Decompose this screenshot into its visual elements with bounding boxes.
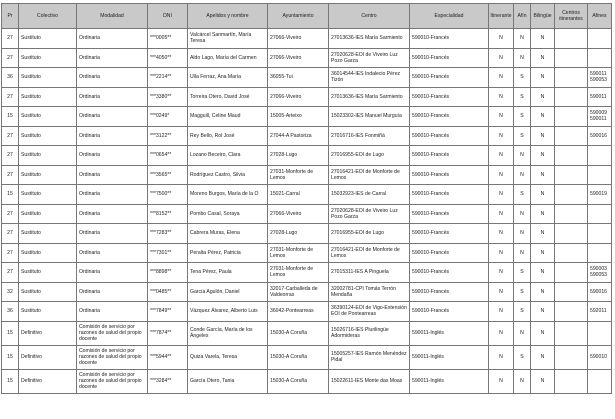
cell-apellidos-nombre: García Otero, Tania xyxy=(188,369,268,393)
cell-afines: 590011 xyxy=(588,87,612,107)
cell-bilingue: N xyxy=(531,369,555,393)
cell-centros-itinerantes xyxy=(555,321,588,345)
cell-ayuntamiento: 27066-Viveiro xyxy=(268,87,329,107)
cell-dni: ***3122** xyxy=(148,126,188,146)
cell-centro: 27016716-IES Fonmiñá xyxy=(329,126,410,146)
cell-centros-itinerantes xyxy=(555,29,588,49)
cell-pr: 27 xyxy=(2,224,19,244)
table-row xyxy=(2,263,612,283)
cell-apellidos-nombre: Cabrera Muras, Elena xyxy=(188,224,268,244)
cell-ayuntamiento: 15030-A Coruña xyxy=(268,321,329,345)
cell-itinerante: N xyxy=(489,87,514,107)
column-header-ayuntamiento: Ayuntamiento xyxy=(268,4,329,29)
cell-especialidad: 590010-Francés xyxy=(410,29,489,49)
cell-ayuntamiento: 15030-A Coruña xyxy=(268,345,329,369)
cell-especialidad: 590010-Francés xyxy=(410,107,489,127)
column-header-centros-itinerantes: Centros itinerantes xyxy=(555,4,588,29)
cell-itinerante: N xyxy=(489,165,514,185)
cell-itinerante: N xyxy=(489,29,514,49)
cell-modalidad: Ordinaria xyxy=(77,87,148,107)
cell-modalidad: Ordinaria xyxy=(77,263,148,283)
cell-centros-itinerantes xyxy=(555,107,588,127)
cell-modalidad: Comisión de servicio por razones de salud del propio docente xyxy=(77,369,148,393)
cell-centro: 36390124-EOI de Vigo-Extensión EOI de Pontearreas xyxy=(329,302,410,322)
cell-afin: S xyxy=(514,345,531,369)
column-header-pr: Pr xyxy=(2,4,19,29)
cell-pr: 15 xyxy=(2,185,19,205)
cell-apellidos-nombre: Lozano Beceiro, Clara xyxy=(188,146,268,166)
cell-afin: S xyxy=(514,282,531,302)
cell-dni: ***3565** xyxy=(148,165,188,185)
table-row xyxy=(2,224,612,244)
table-row xyxy=(2,282,612,302)
cell-colectivo: Sustituto xyxy=(19,107,77,127)
cell-apellidos-nombre: Aldo Lago, María del Carmen xyxy=(188,48,268,68)
cell-modalidad: Ordinaria xyxy=(77,165,148,185)
cell-afines xyxy=(588,48,612,68)
cell-centros-itinerantes xyxy=(555,87,588,107)
cell-centros-itinerantes xyxy=(555,243,588,263)
cell-colectivo: Sustituto xyxy=(19,48,77,68)
cell-dni: ***4050** xyxy=(148,48,188,68)
cell-modalidad: Ordinaria xyxy=(77,146,148,166)
cell-afin: S xyxy=(514,87,531,107)
cell-dni: ***0249* xyxy=(148,107,188,127)
cell-ayuntamiento: 27066-Viveiro xyxy=(268,204,329,224)
cell-modalidad: Ordinaria xyxy=(77,107,148,127)
cell-bilingue: N xyxy=(531,165,555,185)
cell-centro: 27016421-EOI de Monforte de Lemos xyxy=(329,243,410,263)
cell-pr: 32 xyxy=(2,282,19,302)
cell-dni: ***5944** xyxy=(148,345,188,369)
cell-colectivo: Sustituto xyxy=(19,29,77,49)
table-row xyxy=(2,165,612,185)
cell-afin: S xyxy=(514,126,531,146)
cell-afines: 590003 590053 xyxy=(588,263,612,283)
cell-centro: 15026716-IES Plurilingüe Adormideras xyxy=(329,321,410,345)
cell-especialidad: 590010-Francés xyxy=(410,185,489,205)
cell-especialidad: 590010-Francés xyxy=(410,68,489,88)
cell-pr: 36 xyxy=(2,302,19,322)
cell-ayuntamiento: 15021-Carral xyxy=(268,185,329,205)
cell-apellidos-nombre: Pombo Casal, Soraya xyxy=(188,204,268,224)
cell-centro: 32002781-CPI Tomás Terrón Mendaña xyxy=(329,282,410,302)
cell-afines: 590009 590011 xyxy=(588,107,612,127)
cell-pr: 15 xyxy=(2,321,19,345)
cell-afines xyxy=(588,224,612,244)
cell-bilingue: N xyxy=(531,126,555,146)
cell-colectivo: Sustituto xyxy=(19,185,77,205)
cell-afines xyxy=(588,204,612,224)
cell-dni: ***7874** xyxy=(148,321,188,345)
cell-modalidad: Ordinaria xyxy=(77,243,148,263)
cell-modalidad: Ordinaria xyxy=(77,185,148,205)
table-row xyxy=(2,369,612,393)
cell-pr: 27 xyxy=(2,146,19,166)
cell-dni: ***3380** xyxy=(148,87,188,107)
cell-itinerante: N xyxy=(489,345,514,369)
cell-afin: S xyxy=(514,263,531,283)
cell-pr: 27 xyxy=(2,165,19,185)
cell-ayuntamiento: 27044-A Pastoriza xyxy=(268,126,329,146)
cell-colectivo: Sustituto xyxy=(19,126,77,146)
column-header-dni: DNI xyxy=(148,4,188,29)
cell-ayuntamiento: 15005-Arteixo xyxy=(268,107,329,127)
cell-dni: ***0005** xyxy=(148,29,188,49)
cell-ayuntamiento: 27031-Monforte de Lemos xyxy=(268,165,329,185)
cell-bilingue: N xyxy=(531,107,555,127)
column-header-centro: Centro xyxy=(329,4,410,29)
cell-especialidad: 590010-Francés xyxy=(410,243,489,263)
cell-afin: N xyxy=(514,29,531,49)
cell-itinerante: N xyxy=(489,302,514,322)
cell-especialidad: 590011-Inglés xyxy=(410,369,489,393)
cell-afin: N xyxy=(514,165,531,185)
cell-centro: 27013636-IES María Sarmiento xyxy=(329,29,410,49)
cell-centros-itinerantes xyxy=(555,204,588,224)
table-row xyxy=(2,68,612,88)
column-header-afines: Afines xyxy=(588,4,612,29)
table-row xyxy=(2,185,612,205)
cell-modalidad: Ordinaria xyxy=(77,282,148,302)
cell-afines: 590016 xyxy=(588,282,612,302)
cell-apellidos-nombre: Rey Bello, Rol José xyxy=(188,126,268,146)
cell-dni: ***8898** xyxy=(148,263,188,283)
cell-modalidad: Ordinaria xyxy=(77,224,148,244)
cell-especialidad: 590010-Francés xyxy=(410,165,489,185)
cell-colectivo: Sustituto xyxy=(19,204,77,224)
cell-centro: 15022611-IES Monte das Moas xyxy=(329,369,410,393)
cell-modalidad: Ordinaria xyxy=(77,48,148,68)
cell-bilingue: N xyxy=(531,321,555,345)
cell-afin: N xyxy=(514,146,531,166)
cell-apellidos-nombre: Quiza Varela, Teresa xyxy=(188,345,268,369)
cell-dni: ***8152** xyxy=(148,204,188,224)
cell-apellidos-nombre: Conde García, María de los Ángeles xyxy=(188,321,268,345)
cell-pr: 27 xyxy=(2,204,19,224)
cell-afin: N xyxy=(514,224,531,244)
cell-centro: 15032923-IES de Carral xyxy=(329,185,410,205)
cell-pr: 27 xyxy=(2,263,19,283)
cell-apellidos-nombre: Vázquez Álvarez, Alberto Luis xyxy=(188,302,268,322)
cell-dni: ***0654** xyxy=(148,146,188,166)
cell-centros-itinerantes xyxy=(555,224,588,244)
cell-afines xyxy=(588,243,612,263)
cell-apellidos-nombre: Tena Pérez, Paula xyxy=(188,263,268,283)
table-row xyxy=(2,146,612,166)
cell-centros-itinerantes xyxy=(555,126,588,146)
cell-modalidad: Ordinaria xyxy=(77,204,148,224)
table-row xyxy=(2,302,612,322)
cell-bilingue: N xyxy=(531,224,555,244)
column-header-apellidos-nombre: Apelidos y nombre xyxy=(188,4,268,29)
column-header-especialidad: Especialidad xyxy=(410,4,489,29)
cell-especialidad: 590010-Francés xyxy=(410,263,489,283)
cell-centros-itinerantes xyxy=(555,165,588,185)
cell-colectivo: Definitivo xyxy=(19,369,77,393)
cell-apellidos-nombre: Moreno Burgos, María de la O xyxy=(188,185,268,205)
cell-centros-itinerantes xyxy=(555,263,588,283)
cell-modalidad: Ordinaria xyxy=(77,126,148,146)
cell-afin: S xyxy=(514,302,531,322)
cell-afin: S xyxy=(514,107,531,127)
cell-dni: ***7283** xyxy=(148,224,188,244)
cell-afines xyxy=(588,146,612,166)
cell-centro: 15023302-IES Manuel Murguía xyxy=(329,107,410,127)
cell-pr: 36 xyxy=(2,68,19,88)
cell-colectivo: Sustituto xyxy=(19,68,77,88)
cell-colectivo: Sustituto xyxy=(19,165,77,185)
cell-afin: N xyxy=(514,243,531,263)
cell-apellidos-nombre: Rodríguez Castro, Silvia xyxy=(188,165,268,185)
cell-centro: 27016955-EOI de Lugo xyxy=(329,224,410,244)
cell-afines xyxy=(588,165,612,185)
cell-centro: 27016955-EOI de Lugo xyxy=(329,146,410,166)
cell-especialidad: 590010-Francés xyxy=(410,87,489,107)
cell-centro: 27020628-EOI de Viveiro Luz Pozo Garza xyxy=(329,48,410,68)
cell-bilingue: N xyxy=(531,68,555,88)
cell-especialidad: 590010-Francés xyxy=(410,48,489,68)
cell-afin: S xyxy=(514,185,531,205)
cell-colectivo: Definitivo xyxy=(19,345,77,369)
cell-centros-itinerantes xyxy=(555,48,588,68)
cell-afin: N xyxy=(514,369,531,393)
cell-afin: S xyxy=(514,68,531,88)
cell-bilingue: N xyxy=(531,48,555,68)
cell-bilingue: N xyxy=(531,302,555,322)
cell-itinerante: N xyxy=(489,204,514,224)
cell-ayuntamiento: 36042-Pontearreas xyxy=(268,302,329,322)
cell-itinerante: N xyxy=(489,68,514,88)
cell-colectivo: Sustituto xyxy=(19,146,77,166)
cell-centro: 15005257-IES Ramón Menéndez Pidal xyxy=(329,345,410,369)
table-row xyxy=(2,87,612,107)
cell-ayuntamiento: 27028-Lugo xyxy=(268,224,329,244)
cell-bilingue: N xyxy=(531,282,555,302)
cell-afines: 590011 590053 xyxy=(588,68,612,88)
cell-modalidad: Ordinaria xyxy=(77,302,148,322)
cell-afines xyxy=(588,29,612,49)
cell-afines xyxy=(588,321,612,345)
cell-centro: 27013636-IES María Sarmiento xyxy=(329,87,410,107)
cell-centro: 27015311-IES A Pinguela xyxy=(329,263,410,283)
column-header-afin: Afín xyxy=(514,4,531,29)
cell-ayuntamiento: 36055-Tui xyxy=(268,68,329,88)
cell-colectivo: Sustituto xyxy=(19,224,77,244)
cell-apellidos-nombre: Torreira Otero, David José xyxy=(188,87,268,107)
cell-ayuntamiento: 27066-Viveiro xyxy=(268,29,329,49)
cell-especialidad: 590010-Francés xyxy=(410,146,489,166)
column-header-modalidad: Modalidad xyxy=(77,4,148,29)
cell-pr: 27 xyxy=(2,48,19,68)
cell-dni: ***3284** xyxy=(148,369,188,393)
cell-centros-itinerantes xyxy=(555,146,588,166)
cell-bilingue: N xyxy=(531,146,555,166)
table-row xyxy=(2,29,612,49)
table-row xyxy=(2,48,612,68)
cell-bilingue: N xyxy=(531,204,555,224)
cell-centro: 27016421-EOI de Monforte de Lemos xyxy=(329,165,410,185)
cell-pr: 15 xyxy=(2,369,19,393)
cell-especialidad: 590010-Francés xyxy=(410,204,489,224)
cell-itinerante: N xyxy=(489,282,514,302)
cell-bilingue: N xyxy=(531,263,555,283)
header-row xyxy=(2,4,612,29)
cell-itinerante: N xyxy=(489,146,514,166)
cell-dni: ***7849** xyxy=(148,302,188,322)
cell-centros-itinerantes xyxy=(555,302,588,322)
cell-ayuntamiento: 27028-Lugo xyxy=(268,146,329,166)
cell-pr: 27 xyxy=(2,29,19,49)
cell-centro: 27020628-EOI de Viveiro Luz Pozo Garza xyxy=(329,204,410,224)
cell-itinerante: N xyxy=(489,185,514,205)
cell-colectivo: Sustituto xyxy=(19,87,77,107)
cell-especialidad: 590010-Francés xyxy=(410,224,489,244)
cell-apellidos-nombre: Magguill, Celine Maud xyxy=(188,107,268,127)
cell-afines: 590010 xyxy=(588,345,612,369)
cell-apellidos-nombre: Valcárcel Sanmartín, María Teresa xyxy=(188,29,268,49)
cell-pr: 27 xyxy=(2,87,19,107)
cell-especialidad: 590010-Francés xyxy=(410,126,489,146)
cell-dni: ***7301** xyxy=(148,243,188,263)
cell-itinerante: N xyxy=(489,243,514,263)
cell-afines: 590019 xyxy=(588,185,612,205)
cell-afin: N xyxy=(514,48,531,68)
cell-bilingue: N xyxy=(531,29,555,49)
column-header-bilingue: Bilingüe xyxy=(531,4,555,29)
cell-apellidos-nombre: Ulla Ferraz, Ana María xyxy=(188,68,268,88)
cell-pr: 15 xyxy=(2,107,19,127)
cell-afin: N xyxy=(514,321,531,345)
table-row xyxy=(2,321,612,345)
cell-apellidos-nombre: Peralta Pérez, Patricia xyxy=(188,243,268,263)
table-row xyxy=(2,345,612,369)
cell-pr: 27 xyxy=(2,243,19,263)
cell-afines xyxy=(588,369,612,393)
cell-colectivo: Sustituto xyxy=(19,282,77,302)
cell-itinerante: N xyxy=(489,48,514,68)
cell-ayuntamiento: 32017-Carballeda de Valdeorras xyxy=(268,282,329,302)
cell-especialidad: 590010-Francés xyxy=(410,282,489,302)
cell-centro: 36014544-IES Indalecio Pérez Tizón xyxy=(329,68,410,88)
cell-bilingue: N xyxy=(531,87,555,107)
cell-ayuntamiento: 15030-A Coruña xyxy=(268,369,329,393)
cell-modalidad: Ordinaria xyxy=(77,68,148,88)
cell-modalidad: Comisión de servicio por razones de salud del propio docente xyxy=(77,345,148,369)
cell-itinerante: N xyxy=(489,263,514,283)
cell-apellidos-nombre: García Agulón, Daniel xyxy=(188,282,268,302)
cell-ayuntamiento: 27031-Monforte de Lemos xyxy=(268,243,329,263)
cell-colectivo: Sustituto xyxy=(19,243,77,263)
cell-colectivo: Sustituto xyxy=(19,302,77,322)
cell-modalidad: Ordinaria xyxy=(77,29,148,49)
cell-ayuntamiento: 27031-Monforte de Lemos xyxy=(268,263,329,283)
assignments-table xyxy=(1,3,612,394)
cell-pr: 15 xyxy=(2,345,19,369)
cell-afines: 590016 xyxy=(588,126,612,146)
cell-centros-itinerantes xyxy=(555,68,588,88)
column-header-itinerante: Itinerante xyxy=(489,4,514,29)
table-row xyxy=(2,243,612,263)
cell-bilingue: N xyxy=(531,185,555,205)
cell-colectivo: Definitivo xyxy=(19,321,77,345)
cell-ayuntamiento: 27066-Viveiro xyxy=(268,48,329,68)
cell-dni: ***7500** xyxy=(148,185,188,205)
table-row xyxy=(2,204,612,224)
cell-itinerante: N xyxy=(489,321,514,345)
cell-colectivo: Sustituto xyxy=(19,263,77,283)
cell-bilingue: N xyxy=(531,243,555,263)
cell-dni: ***2214** xyxy=(148,68,188,88)
cell-pr: 27 xyxy=(2,126,19,146)
cell-afines: 592011 xyxy=(588,302,612,322)
cell-especialidad: 590010-Francés xyxy=(410,302,489,322)
table-row xyxy=(2,126,612,146)
cell-itinerante: N xyxy=(489,369,514,393)
cell-especialidad: 590011-Inglés xyxy=(410,321,489,345)
cell-centros-itinerantes xyxy=(555,185,588,205)
cell-itinerante: N xyxy=(489,126,514,146)
cell-itinerante: N xyxy=(489,107,514,127)
cell-dni: ***0485** xyxy=(148,282,188,302)
cell-bilingue: N xyxy=(531,345,555,369)
cell-centros-itinerantes xyxy=(555,345,588,369)
cell-itinerante: N xyxy=(489,224,514,244)
cell-centros-itinerantes xyxy=(555,369,588,393)
column-header-colectivo: Colectivo xyxy=(19,4,77,29)
cell-especialidad: 590011-Inglés xyxy=(410,345,489,369)
cell-centros-itinerantes xyxy=(555,282,588,302)
cell-modalidad: Comisión de servicio por razones de salud del propio docente xyxy=(77,321,148,345)
cell-afin: N xyxy=(514,204,531,224)
table-row xyxy=(2,107,612,127)
